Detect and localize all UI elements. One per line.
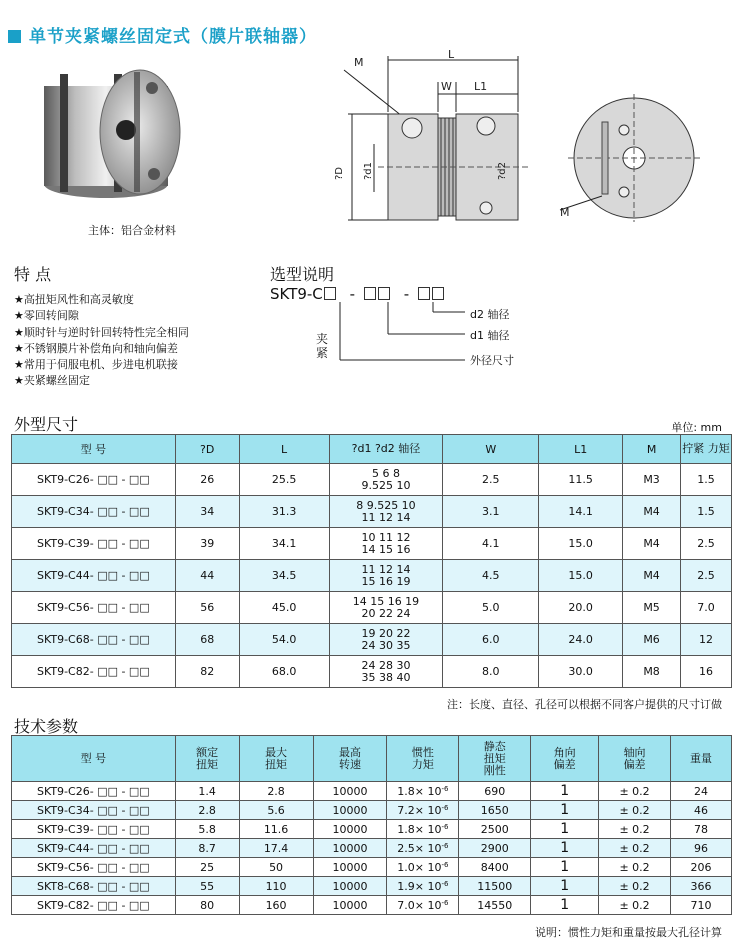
- page-title-text: 单节夹紧螺丝固定式（膜片联轴器）: [29, 27, 317, 47]
- table-row: SKT9-C26- □□ - □□ 1.4 2.8 10000 $1.8\times 10^{-6}$ 690 1 ± 0.2 24: [12, 782, 732, 801]
- tech-note: 说明：惯性力矩和重量按最大孔径计算: [535, 926, 722, 939]
- label-clamp: 夹紧: [316, 332, 329, 360]
- page-title: [8, 22, 317, 47]
- title-square-icon: [8, 30, 21, 43]
- table-row: SKT9-C82- □□ - □□ 82 68.0 24 28 30 35 38 40 8.0 30.0 M8 16: [12, 656, 732, 688]
- dimensions-note: 注：长度、直径、孔径可以根据不同客户提供的尺寸订做: [447, 698, 722, 711]
- dimensions-title: 外型尺寸: [14, 415, 79, 434]
- label-outer-size: 外径尺寸: [470, 354, 514, 367]
- table-row: SKT9-C44- □□ - □□ 8.7 17.4 10000 $2.5\times 10^{-6}$ 2900 1 ± 0.2 96: [12, 839, 732, 858]
- label-w: W: [441, 80, 452, 93]
- label-d2-bore: d2 轴径: [470, 308, 510, 321]
- label-l: L: [448, 48, 455, 61]
- front-view-drawing: [548, 92, 718, 232]
- tech-title: 技术参数: [14, 717, 79, 736]
- table-row: SKT9-C26- □□ - □□ 26 25.5 5 6 8 9.525 10 2.5 11.5 M3 1.5: [12, 464, 732, 496]
- coupling-photo: [30, 62, 190, 212]
- feature-item: ★不锈钢膜片补偿角向和轴向偏差: [14, 341, 178, 355]
- feature-item: ★零回转间隙: [14, 309, 79, 323]
- feature-item: ★高扭矩风性和高灵敏度: [14, 293, 134, 306]
- table-row: SKT9-C56- □□ - □□ 56 45.0 14 15 16 19 20 22 24 5.0 20.0 M5 7.0: [12, 592, 732, 624]
- unit-label: 单位: mm: [671, 421, 722, 434]
- table-row: SKT9-C56- □□ - □□ 25 50 10000 $1.0\times 10^{-6}$ 8400 1 ± 0.2 206: [12, 858, 732, 877]
- side-view-drawing: [334, 48, 538, 232]
- table-row: SKT9-C82- □□ - □□ 80 160 10000 $7.0\times 10^{-6}$ 14550 1 ± 0.2 710: [12, 896, 732, 915]
- selection-code: SKT9-C - -: [270, 285, 445, 303]
- label-l1: L1: [474, 80, 488, 93]
- tech-table: [11, 735, 732, 915]
- table-row: SKT9-C34- □□ - □□ 2.8 5.6 10000 $7.2\times 10^{-6}$ 1650 1 ± 0.2 46: [12, 801, 732, 820]
- table-header-row: 型 号 ?D L ?d1 ?d2 轴径 W L1 M 拧紧 力矩: [12, 435, 732, 464]
- label-d: ?D: [334, 166, 345, 180]
- label-d2: ?d2: [497, 161, 508, 180]
- table-row: SKT9-C39- □□ - □□ 5.8 11.6 10000 $1.8\times 10^{-6}$ 2500 1 ± 0.2 78: [12, 820, 732, 839]
- label-m-top: M: [354, 56, 364, 69]
- table-row: SKT8-C68- □□ - □□ 55 110 10000 $1.9\times 10^{-6}$ 11500 1 ± 0.2 366: [12, 877, 732, 896]
- label-d1-bore: d1 轴径: [470, 329, 510, 342]
- table-row: SKT9-C68- □□ - □□ 68 54.0 19 20 22 24 30 35 6.0 24.0 M6 12: [12, 624, 732, 656]
- table-row: SKT9-C34- □□ - □□ 34 31.3 8 9.525 10 11 12 14 3.1 14.1 M4 1.5: [12, 496, 732, 528]
- photo-caption: 主体：铝合金材料: [88, 224, 176, 237]
- label-m-side: M: [560, 206, 570, 219]
- label-d1: ?d1: [363, 161, 374, 180]
- features-title: 特 点: [14, 265, 52, 284]
- feature-item: ★夹紧螺丝固定: [14, 374, 90, 388]
- features-list: [14, 292, 189, 390]
- dimensions-table: [11, 434, 732, 688]
- table-row: SKT9-C39- □□ - □□ 39 34.1 10 11 12 14 15 16 4.1 15.0 M4 2.5: [12, 528, 732, 560]
- feature-item: ★顺时针与逆时针回转特性完全相同: [14, 325, 189, 339]
- table-row: SKT9-C44- □□ - □□ 44 34.5 11 12 14 15 16 19 4.5 15.0 M4 2.5: [12, 560, 732, 592]
- selection-title: 选型说明: [270, 265, 335, 284]
- table-header-row: 型 号 额定 扭矩 最大 扭矩 最高 转速 惯性 力矩 静态 扭矩 刚性 角向 偏差 轴向 偏差 重量: [12, 736, 732, 782]
- feature-item: ★常用于伺服电机、步进电机联接: [14, 358, 178, 372]
